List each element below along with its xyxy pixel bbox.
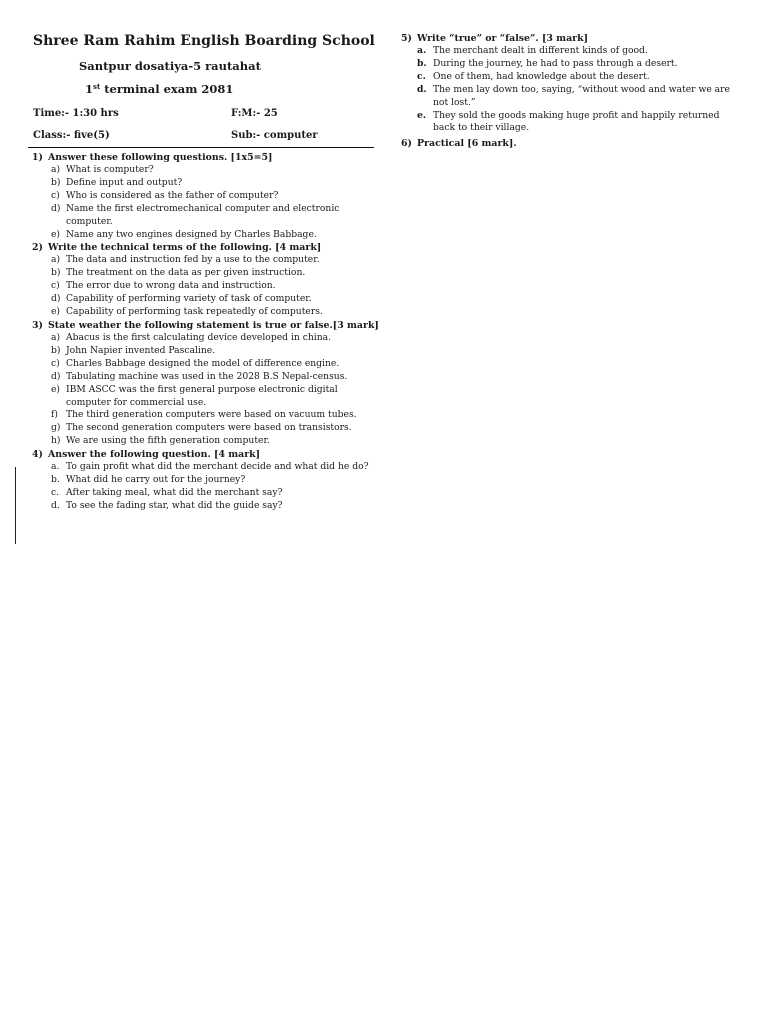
question-heading: [32, 319, 377, 332]
item-marker: h): [51, 435, 61, 447]
item-marker: f): [51, 409, 58, 421]
item-marker: d.: [417, 83, 427, 95]
item-text: The merchant dealt in different kinds of good.: [433, 45, 648, 56]
item-marker: a): [51, 164, 61, 175]
item-marker: c): [51, 280, 60, 292]
question-number: 1): [32, 152, 43, 163]
exam-time: Time:- 1:30 hrs: [33, 108, 119, 119]
question-heading: [32, 151, 377, 164]
question-item: [32, 500, 377, 513]
question-heading: [401, 32, 741, 45]
exam-title-text: terminal exam 2081: [100, 82, 234, 96]
question-heading: [32, 241, 377, 254]
margin-line: [15, 467, 16, 544]
question-item: [32, 164, 377, 177]
item-marker: e): [51, 306, 61, 318]
item-marker: b.: [417, 57, 427, 69]
item-marker: d): [51, 293, 61, 305]
item-text: Charles Babbage designed the model of difference engine.: [66, 357, 340, 369]
item-marker: c): [51, 357, 60, 369]
header-divider: [28, 147, 374, 148]
item-marker: d): [51, 202, 61, 214]
exam-title-number: 1: [85, 82, 94, 96]
item-marker: a.: [51, 461, 60, 473]
question-item: [32, 461, 377, 474]
item-text: The treatment on the data as per given instruction.: [66, 267, 306, 279]
question-title: Write the technical terms of the following. [4 mark]: [48, 242, 322, 254]
item-marker: a): [51, 331, 61, 343]
question-heading: [32, 448, 377, 461]
item-marker: e): [51, 383, 61, 395]
question-list-left: [32, 151, 377, 513]
question-title: Practical [6 mark].: [417, 138, 517, 150]
item-text: What is computer?: [66, 164, 154, 175]
question-number: 6): [401, 138, 412, 150]
item-text: Who is considered as the father of computer?: [66, 189, 279, 201]
question-item: [32, 254, 377, 267]
full-marks: F:M:- 25: [231, 108, 278, 119]
item-text: Capability of performing variety of task of computer.: [66, 293, 312, 305]
question-item: [401, 84, 741, 110]
question-item: [401, 45, 741, 58]
question-number: 4): [32, 449, 43, 461]
item-marker: g): [51, 422, 61, 434]
item-text: Tabulating machine was used in the 2028 B.S Nepal-census.: [66, 370, 348, 382]
question-title: Answer the following question. [4 mark]: [48, 449, 261, 461]
item-text: To gain profit what did the merchant decide and what did he do?: [66, 461, 369, 473]
question-item: [32, 422, 377, 435]
item-marker: d): [51, 370, 61, 382]
question-item: [401, 58, 741, 71]
question-item: [32, 306, 377, 319]
item-marker: d.: [51, 499, 60, 511]
item-text: Name any two engines designed by Charles Babbage.: [66, 228, 317, 240]
question-item: [32, 267, 377, 280]
question-item: [401, 71, 741, 84]
item-text: Capability of performing task repeatedly of computers.: [66, 306, 323, 318]
item-marker: b.: [51, 474, 60, 486]
question-number: 5): [401, 33, 412, 44]
question-title: State weather the following statement is true or false.[3 mark]: [48, 319, 379, 331]
item-text: One of them, had knowledge about the desert.: [433, 70, 650, 82]
exam-title: [85, 82, 233, 96]
question-item: [32, 190, 377, 203]
question-item: [32, 280, 377, 293]
item-marker: c.: [417, 70, 426, 82]
question-title: Answer these following questions. [1x5=5]: [48, 152, 273, 163]
question-item: [32, 293, 377, 306]
exam-title-ordinal: st: [93, 82, 101, 91]
question-item: [32, 203, 377, 229]
item-text: The error due to wrong data and instruction.: [66, 280, 276, 292]
question-heading: [401, 137, 741, 150]
item-marker: a): [51, 254, 61, 266]
item-text: We are using the fifth generation computer.: [66, 435, 270, 447]
item-marker: e): [51, 228, 61, 240]
item-text: Define input and output?: [66, 176, 183, 188]
question-item: [32, 487, 377, 500]
school-name: Shree Ram Rahim English Boarding School: [33, 33, 375, 49]
item-marker: b): [51, 267, 61, 279]
question-item: [32, 345, 377, 358]
item-text: To see the fading star, what did the guide say?: [66, 499, 283, 511]
question-item: [32, 177, 377, 190]
item-marker: e.: [417, 109, 427, 121]
question-item: [32, 474, 377, 487]
question-item: [32, 332, 377, 345]
item-text: The second generation computers were based on transistors.: [66, 422, 352, 434]
item-text: Name the first electromechanical computer and electronic computer.: [66, 202, 340, 227]
item-text: John Napier invented Pascaline.: [66, 344, 216, 356]
item-text: Abacus is the first calculating device developed in china.: [66, 331, 332, 343]
question-item: [32, 358, 377, 371]
item-text: The men lay down too, saying, “without wood and water we are not lost.”: [433, 83, 730, 108]
question-item: [32, 229, 377, 242]
item-text: During the journey, he had to pass through a desert.: [433, 57, 678, 69]
class-label: Class:- five(5): [33, 130, 110, 141]
item-text: The third generation computers were based on vacuum tubes.: [66, 409, 357, 421]
school-address: Santpur dosatiya-5 rautahat: [79, 59, 261, 73]
question-item: [401, 110, 741, 136]
item-text: The data and instruction fed by a use to the computer.: [66, 254, 320, 266]
question-title: Write “true” or “false”. [3 mark]: [417, 33, 589, 44]
question-number: 2): [32, 242, 43, 254]
item-text: After taking meal, what did the merchant say?: [66, 486, 283, 498]
item-marker: b): [51, 176, 61, 188]
item-marker: a.: [417, 45, 427, 56]
question-item: [32, 371, 377, 384]
subject-label: Sub:- computer: [231, 130, 318, 141]
right-column: [401, 32, 741, 150]
item-text: What did he carry out for the journey?: [66, 474, 246, 486]
question-item: [32, 384, 377, 410]
item-text: They sold the goods making huge profit and happily returned back to their village.: [433, 109, 720, 134]
item-marker: b): [51, 344, 61, 356]
item-marker: c): [51, 189, 60, 201]
question-item: [32, 409, 377, 422]
item-text: IBM ASCC was the first general purpose electronic digital computer for commercial use.: [66, 383, 338, 408]
question-number: 3): [32, 319, 43, 331]
item-marker: c.: [51, 486, 60, 498]
question-item: [32, 435, 377, 448]
